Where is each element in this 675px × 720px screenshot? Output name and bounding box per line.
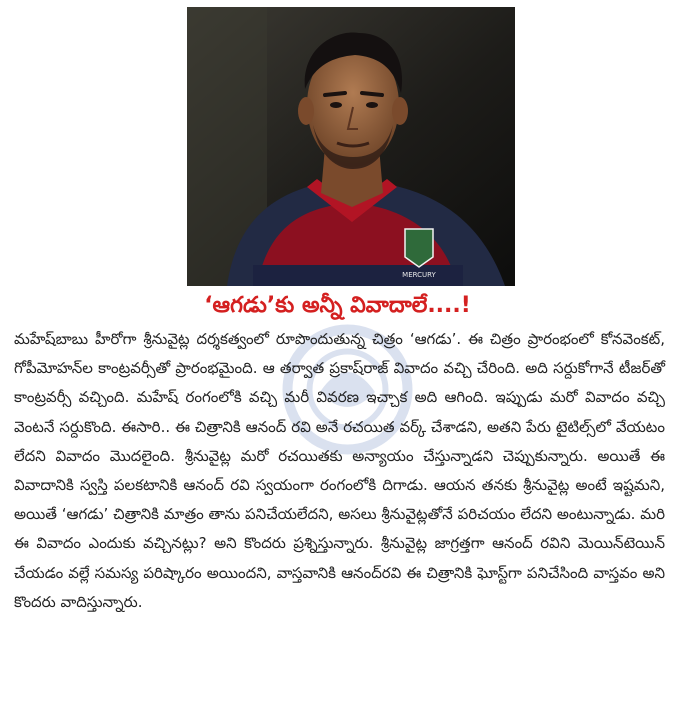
- headline: ‘ఆగడు’కు అన్నీ వివాదాలే....!: [204, 293, 471, 318]
- article-photo: [187, 7, 515, 286]
- article-body: మహేష్‌బాబు హీరోగా శ్రీనువైట్ల దర్శకత్వంలో రూపొందుతున్న చిత్రం ‘ఆగడు’. ఈ చిత్రం ప్రారంభంలో కోనవెంకట్, గోపీమోహన్‌ల కాంట్రవర్సీతో ప్రారంభమైంది. ఆ తర్వాత ప్రకాష్‌రాజ్ వివాదం వచ్చి చేరింది. అది సర్దుకోగానే టీజర్‌తో కాంట్రవర్సీ వచ్చింది. మహేష్ రంగంలోకి వచ్చి మరీ వివరణ ఇచ్చాక అది ఆగింది. ఇప్పుడు మరో వివాదం వచ్చి వెంటనే సర్దుకొంది. ఈసారి.. ఈ చిత్రానికి ఆనంద్ రవి అనే రచయిత వర్క్ చేశాడని, అతని పేరు టైటిల్స్‌లో వేయటం లేదని వివాదం మొదలైంది. శ్రీనువైట్ల మరో రచయితకు అన్యాయం చేస్తున్నాడని చెప్పుకున్నారు. అయితే ఈ వివాదానికి స్వస్తి పలకటానికి ఆనంద్ రవి స్వయంగా రంగంలోకి దిగాడు. ఆయన తనకు శ్రీనువైట్ల అంటే ఇష్టమని, అయితే ‘ఆగడు’ చిత్రానికి మాత్రం తాను పనిచేయలేదని, అసలు శ్రీనువైట్లతోనే పరిచయం లేదని అంటున్నాడు. మరి ఈ వివాదం ఎందుకు వచ్చినట్లు? అని కొందరు ప్రశ్నిస్తున్నారు. శ్రీనువైట్ల జాగ్రత్తగా ఆనంద్ రవిని మెయిన్‌టెయిన్ చేయడం వల్లే సమస్య పరిష్కారం అయిందని, వాస్తవానికి ఆనంద్‌రవి ఈ చిత్రానికి ఘోస్ట్‌గా పనిచేసింది వాస్తవం అని కొందరు వాదిస్తున్నారు.: [14, 330, 665, 611]
- shirt-badge-text: MERCURY: [402, 271, 436, 279]
